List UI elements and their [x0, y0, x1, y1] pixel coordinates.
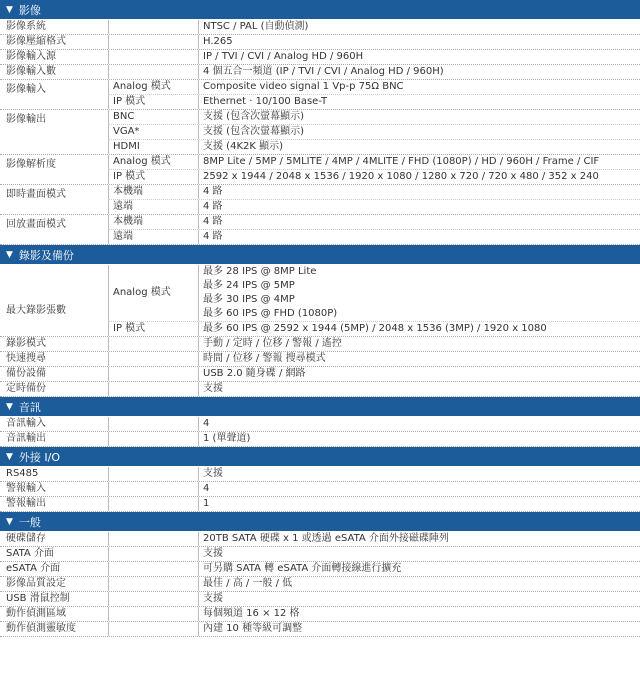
- spec-row: [0, 352, 640, 367]
- spec-value: 4 路: [198, 230, 640, 244]
- spec-mode: BNC: [108, 110, 198, 124]
- spec-subrow: [108, 215, 640, 230]
- spec-mode: 本機端: [108, 215, 198, 229]
- spec-mode: [108, 482, 198, 496]
- spec-value: 支援: [198, 547, 640, 561]
- spec-value: 1 (單聲道): [198, 432, 640, 446]
- spec-value: 最多 60 IPS @ 2592 x 1944 (5MP) / 2048 x 1536 (3MP) / 1920 x 1080: [198, 322, 640, 336]
- triangle-down-icon: ▼: [6, 451, 13, 462]
- spec-mode: [108, 367, 198, 381]
- spec-subrow: [108, 125, 640, 140]
- spec-label: 回放畫面模式: [6, 219, 66, 230]
- spec-row: [0, 432, 640, 447]
- spec-value: 8MP Lite / 5MP / 5MLITE / 4MP / 4MLITE / FHD (1080P) / HD / 960H / Frame / CIF: [198, 155, 640, 169]
- spec-row: [0, 467, 640, 482]
- spec-row: [0, 65, 640, 80]
- spec-value: USB 2.0 隨身碟 / 網路: [198, 367, 640, 381]
- spec-mode: [108, 265, 198, 321]
- spec-mode: Analog 模式: [108, 80, 198, 94]
- spec-value: 支援 (包含次螢幕顯示): [198, 110, 640, 124]
- spec-row: [0, 367, 640, 382]
- spec-row: [0, 607, 640, 622]
- spec-mode: 遠端: [108, 200, 198, 214]
- spec-value: Composite video signal 1 Vp-p 75Ω BNC: [198, 80, 640, 94]
- spec-mode: [108, 417, 198, 431]
- spec-mode: IP 模式: [108, 322, 198, 336]
- spec-subrow: [108, 170, 640, 184]
- spec-label: SATA 介面: [6, 548, 54, 559]
- spec-value: Ethernet · 10/100 Base-T: [198, 95, 640, 109]
- spec-mode: Analog 模式: [108, 155, 198, 169]
- spec-value: IP / TVI / CVI / Analog HD / 960H: [198, 50, 640, 64]
- spec-line: 最多 60 IPS @ FHD (1080P): [203, 308, 338, 319]
- spec-group-playback: [0, 215, 640, 245]
- spec-value: 4: [198, 417, 640, 431]
- section-header-audio: [0, 397, 640, 417]
- section-header-recording: [0, 245, 640, 265]
- spec-line: 最多 30 IPS @ 4MP: [203, 294, 295, 305]
- section-header-io: [0, 447, 640, 467]
- spec-label: 影像輸出: [6, 114, 46, 125]
- spec-label: 影像系統: [6, 21, 46, 32]
- section-header-video: [0, 0, 640, 20]
- spec-subrow: [108, 230, 640, 244]
- spec-mode: [108, 352, 198, 366]
- spec-subrow: [108, 80, 640, 95]
- spec-mode: IP 模式: [108, 170, 198, 184]
- spec-mode: [108, 20, 198, 34]
- spec-label: 警報輸入: [6, 483, 46, 494]
- spec-label: 備份設備: [6, 368, 46, 379]
- section-title: 影像: [18, 3, 41, 17]
- spec-mode: [108, 337, 198, 351]
- spec-label: RS485: [6, 468, 39, 479]
- spec-value: 時間 / 位移 / 警報 搜尋模式: [198, 352, 640, 366]
- spec-label: 定時備份: [6, 383, 46, 394]
- triangle-down-icon: ▼: [6, 4, 13, 15]
- section-title: 錄影及備份: [18, 248, 74, 262]
- section-title: 外接 I/O: [18, 450, 61, 464]
- spec-subrow: [108, 155, 640, 170]
- spec-value: 支援: [198, 467, 640, 481]
- spec-row: [0, 547, 640, 562]
- spec-subrow: [108, 140, 640, 154]
- spec-row: [0, 20, 640, 35]
- spec-label: 錄影模式: [6, 338, 46, 349]
- spec-row: [0, 35, 640, 50]
- spec-mode: 遠端: [108, 230, 198, 244]
- spec-row: [0, 592, 640, 607]
- spec-group-resolution: [0, 155, 640, 185]
- triangle-down-icon: ▼: [6, 516, 13, 527]
- spec-value: 支援: [198, 592, 640, 606]
- spec-group-max-recording: [0, 265, 640, 337]
- spec-mode: 本機端: [108, 185, 198, 199]
- spec-row: [0, 577, 640, 592]
- spec-row: [0, 497, 640, 512]
- spec-mode: [108, 497, 198, 511]
- spec-mode: [108, 577, 198, 591]
- spec-mode: [108, 607, 198, 621]
- spec-label: 快速搜尋: [6, 353, 46, 364]
- spec-label: 動作偵測靈敏度: [6, 623, 76, 634]
- spec-label: eSATA 介面: [6, 563, 61, 574]
- spec-group-live: [0, 185, 640, 215]
- spec-value: 4 路: [198, 185, 640, 199]
- spec-label: 音訊輸出: [6, 433, 46, 444]
- spec-value: 4 路: [198, 215, 640, 229]
- spec-value: 20TB SATA 硬碟 x 1 或透過 eSATA 介面外接磁碟陣列: [198, 532, 640, 546]
- spec-mode: HDMI: [108, 140, 198, 154]
- spec-value: 內建 10 種等級可調整: [198, 622, 640, 636]
- spec-mode: [108, 432, 198, 446]
- triangle-down-icon: ▼: [6, 249, 13, 260]
- spec-label: USB 滑鼠控制: [6, 593, 70, 604]
- spec-label: 最大錄影張數: [6, 305, 66, 316]
- spec-subrow: [108, 110, 640, 125]
- spec-line: 最多 28 IPS @ 8MP Lite: [203, 266, 317, 277]
- spec-value: 每個頻道 16 × 12 格: [198, 607, 640, 621]
- spec-value: 手動 / 定時 / 位移 / 警報 / 遙控: [198, 337, 640, 351]
- spec-label: 硬碟儲存: [6, 533, 46, 544]
- spec-value: 2592 x 1944 / 2048 x 1536 / 1920 x 1080 / 1280 x 720 / 720 x 480 / 352 x 240: [198, 170, 640, 184]
- spec-row: [0, 382, 640, 397]
- spec-mode: [108, 562, 198, 576]
- spec-value: NTSC / PAL (自動偵測): [198, 20, 640, 34]
- spec-mode: [108, 35, 198, 49]
- spec-mode: [108, 622, 198, 636]
- triangle-down-icon: ▼: [6, 401, 13, 412]
- spec-mode: [108, 65, 198, 79]
- spec-row: [0, 532, 640, 547]
- spec-row: [0, 50, 640, 65]
- section-header-general: [0, 512, 640, 532]
- spec-label: 影像壓縮格式: [6, 36, 66, 47]
- spec-mode: [108, 467, 198, 481]
- spec-value: 可另購 SATA 轉 eSATA 介面轉接線進行擴充: [198, 562, 640, 576]
- spec-value: 4 路: [198, 200, 640, 214]
- spec-subrow: [108, 200, 640, 214]
- spec-label: 影像解析度: [6, 159, 56, 170]
- spec-row: [0, 562, 640, 577]
- section-title: 音訊: [18, 400, 41, 414]
- spec-value: 4: [198, 482, 640, 496]
- spec-label: 警報輸出: [6, 498, 46, 509]
- spec-mode: [108, 547, 198, 561]
- spec-value: 支援: [198, 382, 640, 396]
- spec-row: [0, 337, 640, 352]
- section-title: 一般: [18, 515, 41, 529]
- spec-subrow: [108, 322, 640, 336]
- spec-value-multiline: [198, 265, 640, 321]
- spec-value: 最佳 / 高 / 一般 / 低: [198, 577, 640, 591]
- spec-mode: VGA*: [108, 125, 198, 139]
- spec-value: H.265: [198, 35, 640, 49]
- spec-value: 支援 (4K2K 顯示): [198, 140, 640, 154]
- spec-value: 支援 (包含次螢幕顯示): [198, 125, 640, 139]
- spec-label: 影像輸入源: [6, 51, 56, 62]
- spec-group-video-input: [0, 80, 640, 110]
- spec-group-video-output: [0, 110, 640, 155]
- spec-label: 影像品質設定: [6, 578, 66, 589]
- spec-label: 影像輸入: [6, 84, 46, 95]
- spec-value: 1: [198, 497, 640, 511]
- spec-label: 即時畫面模式: [6, 189, 66, 200]
- spec-mode: [108, 50, 198, 64]
- spec-label: 音訊輸入: [6, 418, 46, 429]
- spec-mode-text: Analog 模式: [113, 287, 171, 298]
- spec-mode: IP 模式: [108, 95, 198, 109]
- spec-subrow: [108, 185, 640, 200]
- spec-line: 最多 24 IPS @ 5MP: [203, 280, 295, 291]
- spec-mode: [108, 382, 198, 396]
- spec-label: 影像輸入數: [6, 66, 56, 77]
- spec-row: [0, 482, 640, 497]
- spec-row: [0, 417, 640, 432]
- spec-mode: [108, 592, 198, 606]
- spec-mode: [108, 532, 198, 546]
- spec-subrow: [108, 265, 640, 322]
- spec-label: 動作偵測區域: [6, 608, 66, 619]
- spec-subrow: [108, 95, 640, 109]
- spec-value: 4 個五合一頻道 (IP / TVI / CVI / Analog HD / 960H): [198, 65, 640, 79]
- spec-row: [0, 622, 640, 637]
